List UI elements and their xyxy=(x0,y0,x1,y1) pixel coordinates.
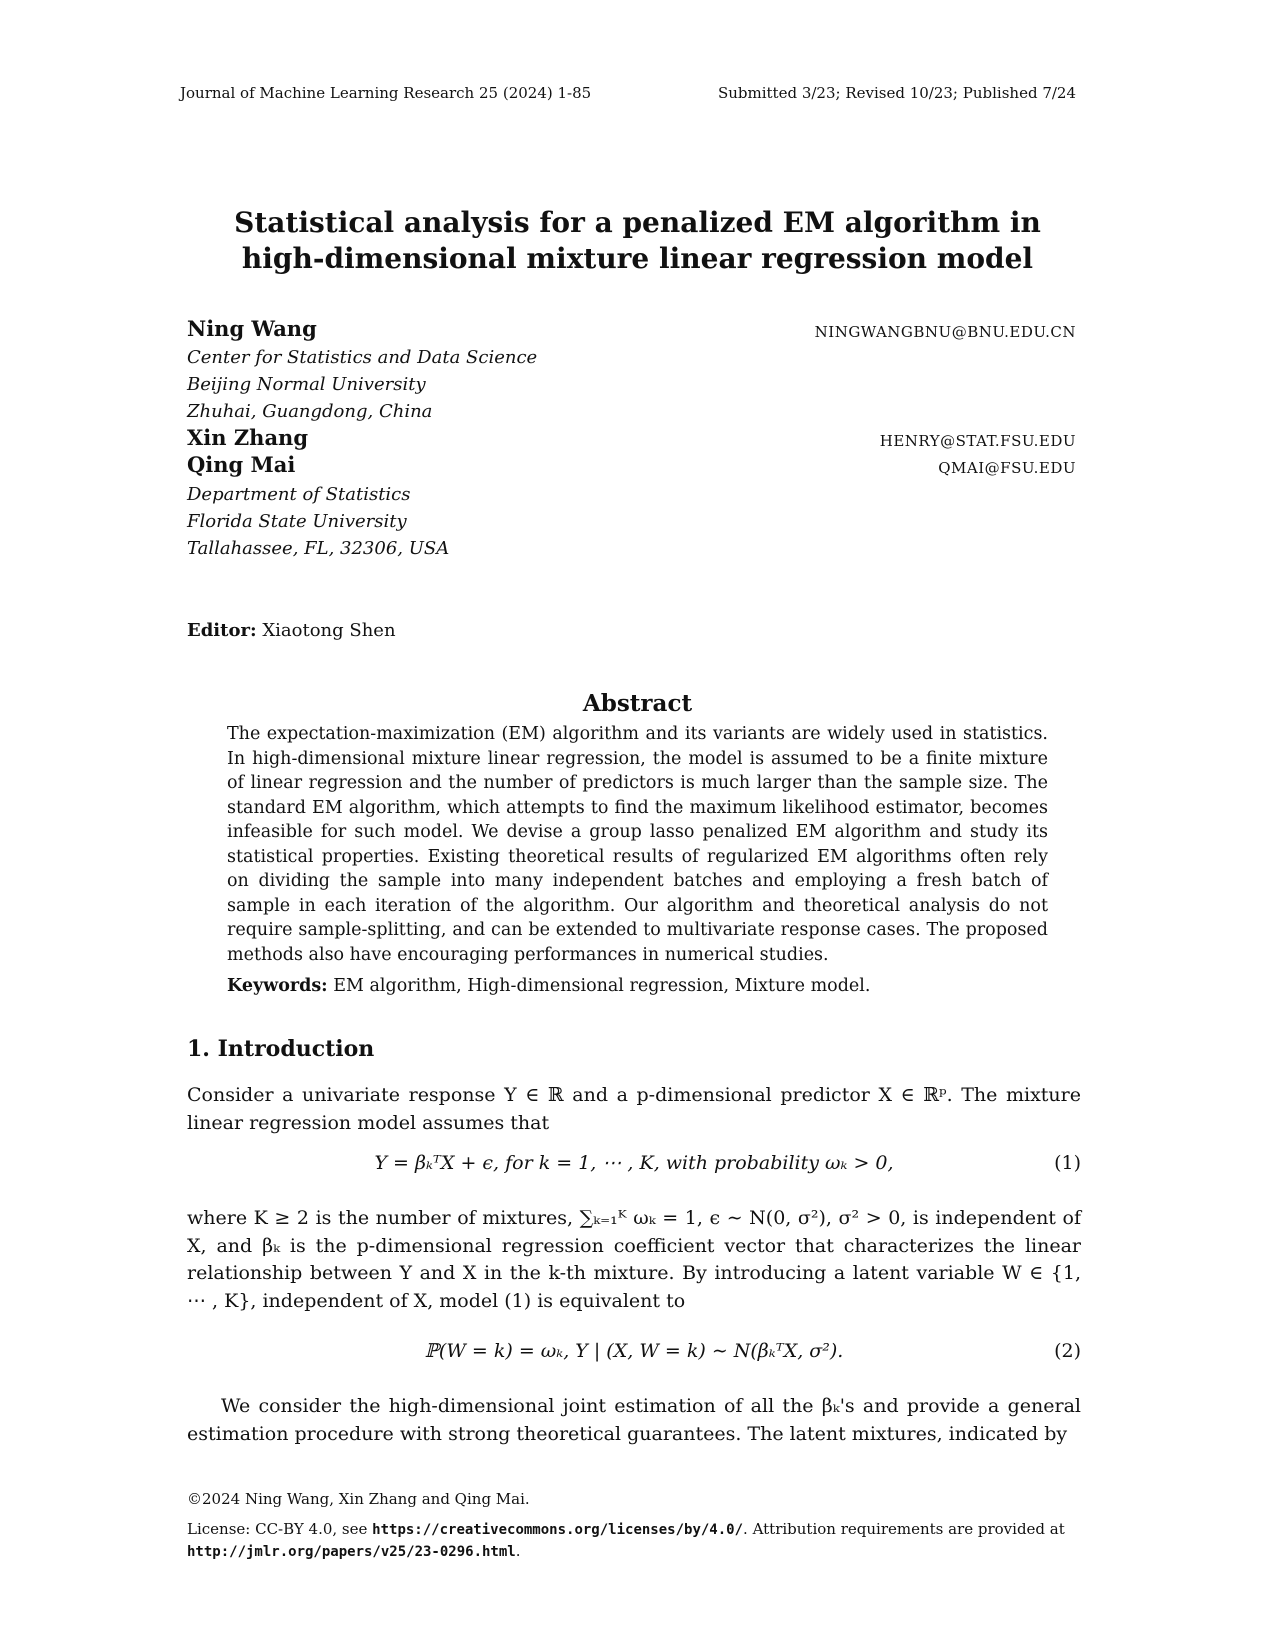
affiliation-line: Florida State University xyxy=(187,511,407,532)
section-heading: 1. Introduction xyxy=(187,1036,375,1062)
license-notice xyxy=(187,1519,1072,1563)
affiliation-line: Beijing Normal University xyxy=(187,374,426,395)
abstract-text: The expectation-maximization (EM) algorithm and its variants are widely used in statistics. In high-dimensional mixture linear regression, the model is assumed to be a finite mixture of linear regression and the number of predictors is much larger than the sample size. The standard EM algorithm, which attempts to find the maximum likelihood estimator, becomes infeasible for such model. We devise a group lasso penalized EM algorithm and study its statistical properties. Existing theoretical results of regularized EM algorithms often rely on dividing the sample into many independent batches and employing a fresh batch of sample in each iteration of the algorithm. Our algorithm and theoretical analysis do not require sample-splitting, and can be extended to multivariate response cases. The proposed methods also have encouraging performances in numerical studies. xyxy=(227,724,1048,965)
license-link[interactable]: https://creativecommons.org/licenses/by/4.0/ xyxy=(372,1522,744,1538)
keywords-text: EM algorithm, High-dimensional regression, Mixture model. xyxy=(333,976,871,996)
body-paragraph-3: We consider the high-dimensional joint estimation of all the βₖ's and provide a general estimation procedure with strong theoretical guarantees. The latent mixtures, indicated by xyxy=(187,1395,1081,1445)
editor-line xyxy=(187,620,396,641)
submission-dates: Submitted 3/23; Revised 10/23; Published 7/24 xyxy=(717,84,1076,102)
author-affiliation-1 xyxy=(187,344,537,425)
author-email-3: QMAI@FSU.EDU xyxy=(938,459,1076,477)
body-paragraph-2: where K ≥ 2 is the number of mixtures, ∑ₖ₌₁ᴷ ωₖ = 1, ϵ ∼ N(0, σ²), σ² > 0, is independent of X, and βₖ is the p-dimensional regression coefficient vector that characterizes the linear relationship between Y and X in the k-th mixture. By introducing a latent variable W ∈ {1, ⋯ , K}, independent of X, model (1) is equivalent to xyxy=(187,1207,1081,1312)
body-paragraph-1: Consider a univariate response Y ∈ ℝ and a p-dimensional predictor X ∈ ℝᵖ. The mixture linear regression model assumes that xyxy=(187,1084,1081,1134)
keywords-line xyxy=(227,976,1048,996)
affiliation-line: Tallahassee, FL, 32306, USA xyxy=(187,538,450,559)
affiliation-line: Center for Statistics and Data Science xyxy=(187,347,538,368)
paper-title xyxy=(180,205,1095,277)
affiliation-line: Zhuhai, Guangdong, China xyxy=(187,401,433,422)
license-text: License: CC-BY 4.0, see xyxy=(187,1520,373,1538)
author-name-2: Xin Zhang xyxy=(187,425,309,450)
license-text: . xyxy=(515,1542,521,1560)
author-name-1: Ning Wang xyxy=(187,316,317,341)
affiliation-line: Department of Statistics xyxy=(187,484,411,505)
equation-1-number: (1) xyxy=(1054,1152,1081,1174)
keywords-label: Keywords: xyxy=(227,976,328,996)
editor-name: Xiaotong Shen xyxy=(262,620,396,641)
equation-2 xyxy=(187,1340,1081,1368)
editor-label: Editor: xyxy=(187,620,257,641)
equation-2-number: (2) xyxy=(1054,1340,1081,1362)
author-email-2: HENRY@STAT.FSU.EDU xyxy=(879,432,1076,450)
abstract-heading: Abstract xyxy=(582,690,693,717)
journal-header: Journal of Machine Learning Research 25 (2024) 1-85 xyxy=(180,84,592,102)
author-name-3: Qing Mai xyxy=(187,452,296,477)
author-email-1: NINGWANGBNU@BNU.EDU.CN xyxy=(814,323,1076,341)
copyright-notice: ©2024 Ning Wang, Xin Zhang and Qing Mai. xyxy=(187,1490,530,1508)
author-affiliation-3 xyxy=(187,481,449,562)
license-text: . Attribution requirements are provided at xyxy=(743,1520,1065,1538)
paper-link[interactable]: http://jmlr.org/papers/v25/23-0296.html xyxy=(187,1544,516,1560)
equation-1 xyxy=(187,1152,1081,1180)
equation-2-formula: ℙ(W = k) = ωₖ, Y | (X, W = k) ∼ N(βₖᵀX, σ²). xyxy=(424,1340,844,1362)
equation-1-formula: Y = βₖᵀX + ϵ, for k = 1, ⋯ , K, with probability ωₖ > 0, xyxy=(374,1152,894,1174)
title-line-1: Statistical analysis for a penalized EM algorithm in xyxy=(234,206,1041,239)
title-line-2: high-dimensional mixture linear regression model xyxy=(241,242,1034,275)
